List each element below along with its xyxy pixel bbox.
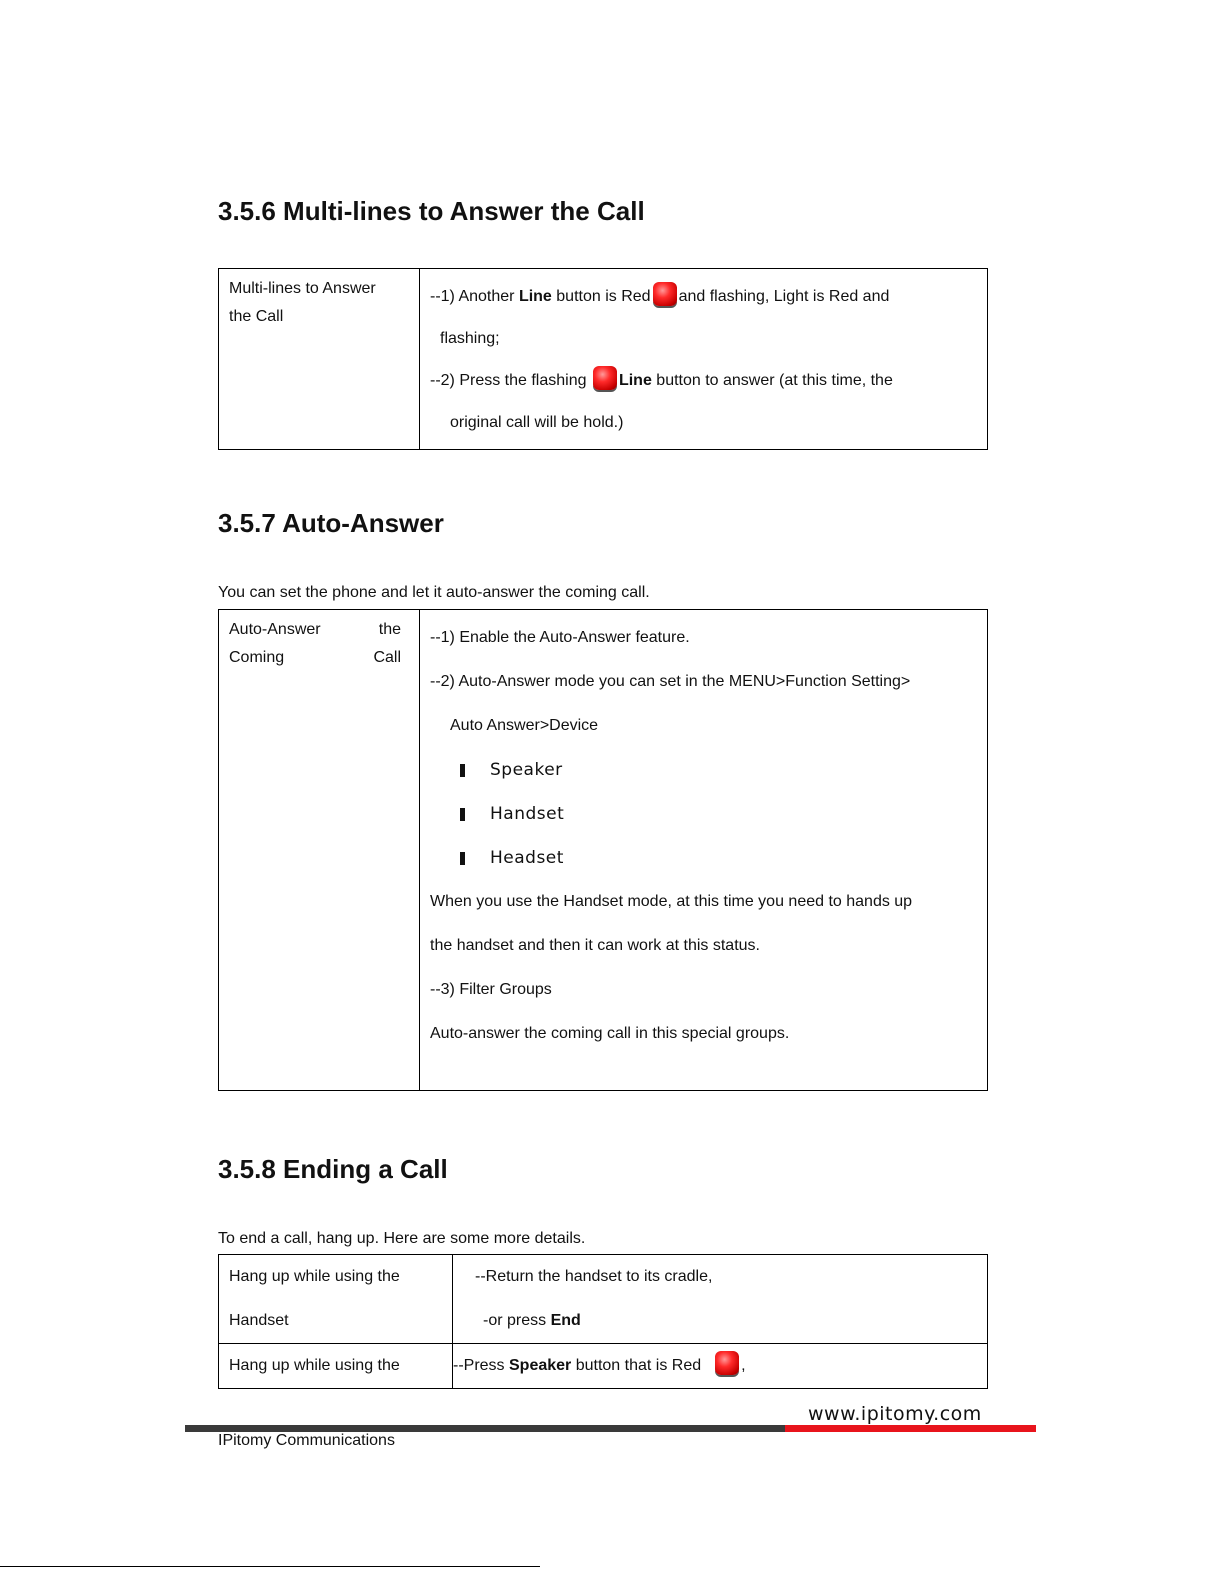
section-intro: To end a call, hang up. Here are some more details. bbox=[218, 1230, 586, 1247]
bullet-icon bbox=[460, 764, 465, 777]
bullet-icon bbox=[460, 852, 465, 865]
table-row bbox=[219, 269, 988, 450]
table-row bbox=[219, 1344, 988, 1389]
list-item bbox=[430, 836, 977, 880]
table-content-cell bbox=[420, 610, 988, 1091]
action-line bbox=[453, 1344, 977, 1388]
footer-divider-accent bbox=[785, 1425, 1036, 1432]
section-heading-3-5-8: 3.5.8 Ending a Call bbox=[218, 1154, 448, 1184]
table-label-cell bbox=[219, 269, 420, 450]
footer-website-url: www.ipitomy.com bbox=[808, 1403, 982, 1425]
table-content-cell bbox=[420, 269, 988, 450]
label-line: Hang up while using the bbox=[229, 1357, 400, 1374]
section-intro: You can set the phone and let it auto-answer the coming call. bbox=[218, 584, 650, 601]
multilines-table bbox=[218, 268, 988, 450]
device-option: Speaker bbox=[490, 760, 563, 780]
list-item bbox=[430, 748, 977, 792]
table-label-cell bbox=[219, 1255, 453, 1344]
table-label: Auto-Answer the Coming Call bbox=[229, 621, 401, 666]
action-bold: End bbox=[550, 1312, 581, 1329]
step-text: button to answer (at this time, the bbox=[651, 372, 893, 389]
device-option: Handset bbox=[490, 804, 565, 824]
step-line: --1) Enable the Auto-Answer feature. bbox=[430, 629, 690, 646]
step-text: --2) Press the flashing bbox=[430, 372, 591, 389]
step-line bbox=[430, 275, 977, 319]
table-label-cell bbox=[219, 610, 420, 1091]
step-line: --2) Auto-Answer mode you can set in the MENU>Function Setting> bbox=[430, 673, 911, 690]
table-label-cell bbox=[219, 1344, 453, 1389]
step-text: --1) Another bbox=[430, 288, 519, 305]
red-button-icon bbox=[715, 1351, 739, 1375]
action-text: --Press bbox=[453, 1357, 509, 1374]
section-heading-3-5-7: 3.5.7 Auto-Answer bbox=[218, 508, 444, 538]
ending-call-table bbox=[218, 1254, 988, 1389]
action-line: --Return the handset to its cradle, bbox=[475, 1268, 713, 1285]
step-line: --3) Filter Groups bbox=[430, 981, 552, 998]
action-line bbox=[463, 1299, 977, 1343]
action-text: -or press bbox=[483, 1312, 551, 1329]
auto-answer-table bbox=[218, 609, 988, 1091]
table-label: Multi-lines to Answer the Call bbox=[229, 280, 376, 325]
page-bottom-rule bbox=[0, 1566, 540, 1567]
step-line: Auto-answer the coming call in this special groups. bbox=[430, 1025, 790, 1042]
step-line bbox=[430, 319, 977, 359]
table-row bbox=[219, 1255, 988, 1344]
bullet-icon bbox=[460, 808, 465, 821]
red-button-icon bbox=[653, 282, 677, 306]
list-item bbox=[430, 792, 977, 836]
step-text: button is Red bbox=[551, 288, 651, 305]
device-option: Headset bbox=[490, 848, 564, 868]
step-bold: Line bbox=[618, 372, 652, 389]
footer-company-name: IPitomy Communications bbox=[218, 1432, 395, 1449]
step-text: original call will be hold.) bbox=[450, 414, 624, 431]
step-line bbox=[430, 359, 977, 403]
note-line: the handset and then it can work at this status. bbox=[430, 937, 760, 954]
step-bold: Line bbox=[518, 288, 552, 305]
note-line: When you use the Handset mode, at this time you need to hands up bbox=[430, 893, 913, 910]
step-text: and flashing, Light is Red and bbox=[678, 288, 890, 305]
step-text: flashing; bbox=[440, 330, 500, 347]
step-line: Auto Answer>Device bbox=[450, 717, 599, 734]
action-text: , bbox=[741, 1357, 746, 1374]
label-line: Hang up while using the bbox=[229, 1268, 400, 1285]
table-content-cell bbox=[453, 1344, 988, 1389]
action-text: button that is Red bbox=[571, 1357, 702, 1374]
red-button-icon bbox=[593, 366, 617, 390]
section-heading-3-5-6: 3.5.6 Multi-lines to Answer the Call bbox=[218, 196, 645, 226]
action-bold: Speaker bbox=[509, 1357, 572, 1374]
table-content-cell bbox=[453, 1255, 988, 1344]
table-row bbox=[219, 610, 988, 1091]
step-line bbox=[430, 403, 977, 443]
label-line: Handset bbox=[229, 1312, 289, 1329]
footer-divider bbox=[185, 1425, 785, 1432]
